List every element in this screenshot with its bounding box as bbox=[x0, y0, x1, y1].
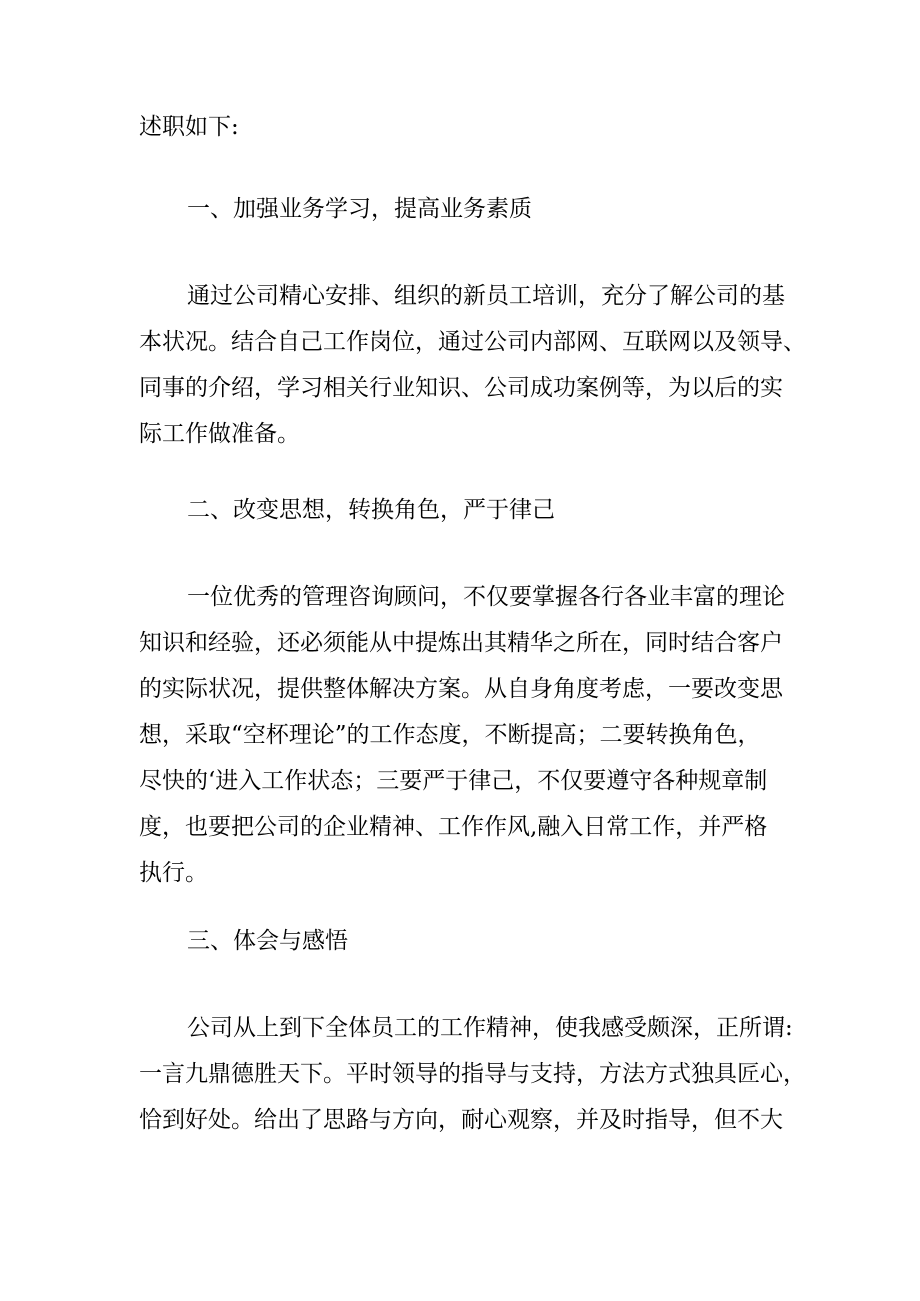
paragraph-line: 本状况。结合自己工作岗位，通过公司内部网、互联网以及领导、 bbox=[139, 329, 806, 355]
section-1-heading: 一、加强业务学习，提高业务素质 bbox=[187, 196, 532, 222]
paragraph-line: 际工作做准备。 bbox=[139, 421, 300, 447]
paragraph-line: 公司从上到下全体员工的工作精神，使我感受颇深，正所谓: bbox=[187, 1015, 793, 1041]
paragraph-line: 的实际状况，提供整体解决方案。从自身角度考虑，一要改变思 bbox=[139, 676, 783, 702]
paragraph-line: 一位优秀的管理咨询顾问，不仅要掌握各行各业丰富的理论 bbox=[187, 584, 785, 610]
paragraph-line: 通过公司精心安排、组织的新员工培训，充分了解公司的基 bbox=[187, 283, 785, 309]
paragraph-line: 同事的介绍，学习相关行业知识、公司成功案例等，为以后的实 bbox=[139, 375, 783, 401]
paragraph-line: 恰到好处。给出了思路与方向，耐心观察，并及时指导，但不大 bbox=[139, 1107, 783, 1133]
paragraph-line: 执行。 bbox=[139, 860, 208, 886]
section-1-paragraph bbox=[139, 273, 806, 457]
intro-text bbox=[139, 104, 789, 150]
paragraph-line: 尽快的‘进入工作状态；三要严于律己，不仅要遵守各种规章制 bbox=[139, 768, 768, 794]
section-3-heading: 三、体会与感悟 bbox=[187, 928, 348, 954]
paragraph-line: 知识和经验，还必须能从中提炼出其精华之所在，同时结合客户 bbox=[139, 630, 783, 656]
section-2-paragraph bbox=[139, 574, 789, 896]
paragraph-line: 度，也要把公司的企业精神、工作作风,融入日常工作，并严格 bbox=[139, 814, 768, 840]
section-2-heading: 二、改变思想，转换角色，严于律己 bbox=[187, 497, 555, 523]
section-3-paragraph bbox=[139, 1005, 806, 1143]
paragraph-line: 一言九鼎德胜天下。平时领导的指导与支持，方法方式独具匠心， bbox=[139, 1061, 806, 1087]
intro-line: 述职如下: bbox=[139, 114, 239, 140]
paragraph-line: 想，采取“空杯理论”的工作态度，不断提高；二要转换角色， bbox=[139, 722, 761, 748]
